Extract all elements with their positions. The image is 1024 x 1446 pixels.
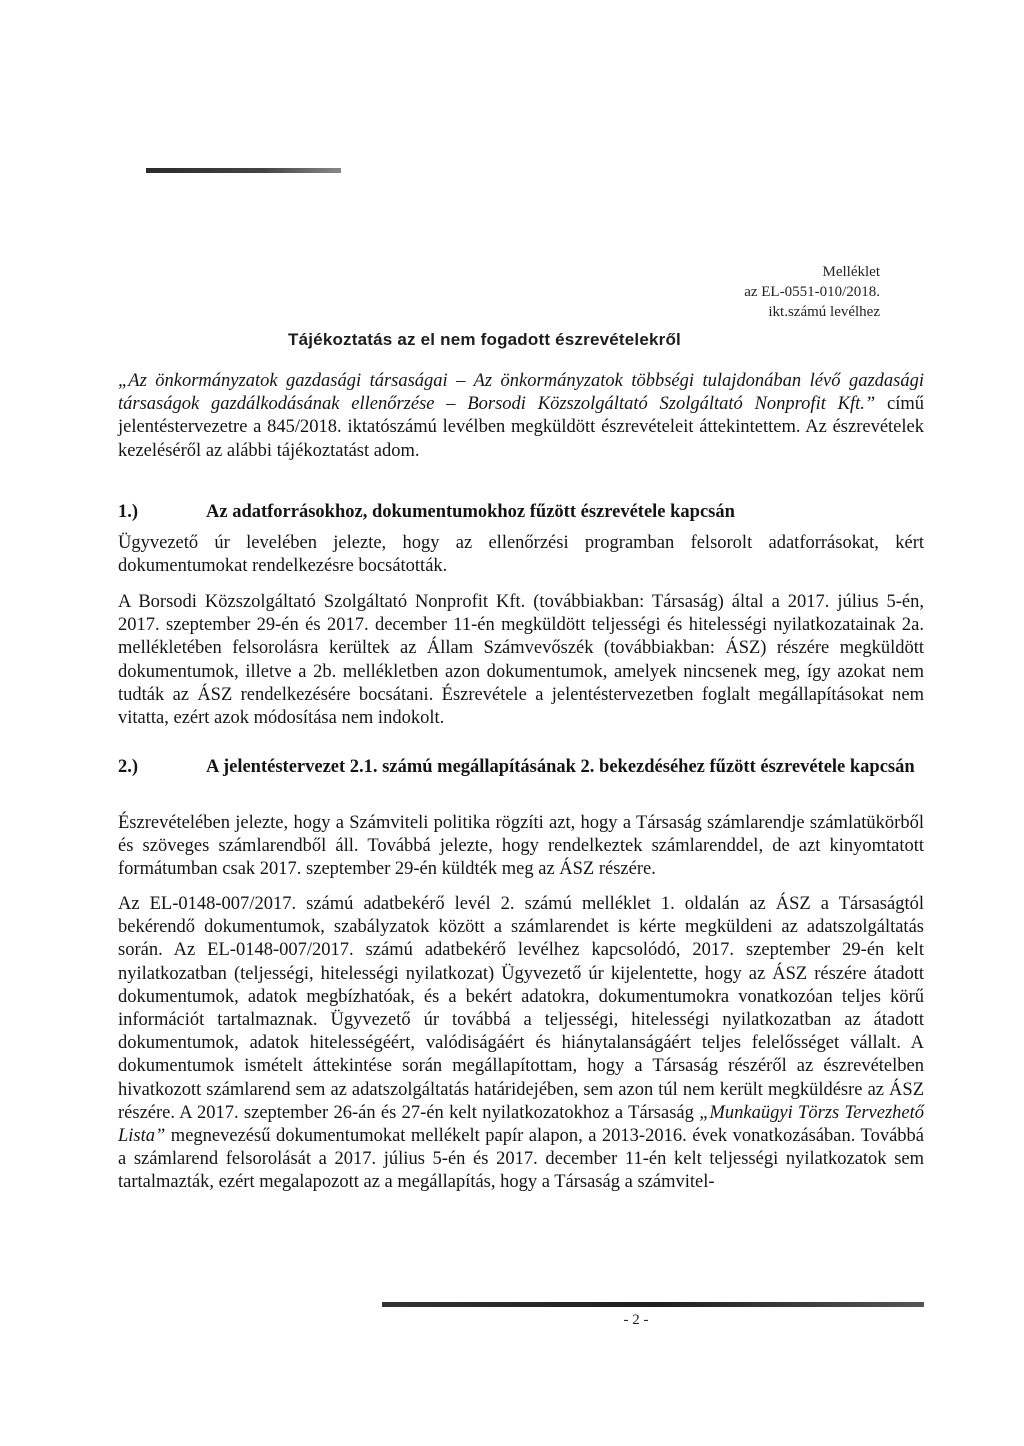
header-rule xyxy=(146,168,341,173)
attachment-line-3: ikt.számú levélhez xyxy=(768,304,880,320)
section-2-paragraph-2-part-2: megnevezésű dokumentumokat mellékelt papír alapon, a 2013-2016. évek vonatkozásában. Továbbá a számlarend felsorolását a 2017. július 5-én és 2017. december 11-én kelt teljességi nyilatkozatok sem tartalmazták, ezért megalapozott az a megállapítás, hogy a Társaság a számvitel- xyxy=(118,1126,924,1193)
page-title: Tájékoztatás az el nem fogadott észrevételekről xyxy=(288,330,681,349)
page-number: - 2 - xyxy=(623,1312,649,1328)
section-2-heading xyxy=(118,755,926,779)
section-2-number: 2.) xyxy=(118,757,139,777)
intro-italic: „Az önkormányzatok gazdasági társaságai – Az önkormányzatok többségi tulajdonában lévő gazdasági társaságok gazdálkodásának ellenőrzése – Borsodi Közszolgáltató Szolgáltató Nonprofit Kft.” xyxy=(118,371,924,415)
intro-rest: című jelentéstervezetre a 845/2018. iktatószámú levélben megküldött észrevételeit áttekintettem. Az észrevételek kezeléséről az alábbi tájékoztatást adom. xyxy=(118,394,924,461)
attachment-line-2: az EL-0551-010/2018. xyxy=(744,284,880,300)
footer-rule xyxy=(382,1302,924,1307)
section-2-paragraph-1: Észrevételében jelezte, hogy a Számviteli politika rögzíti azt, hogy a Társaság számlarendje számlatükörből és szöveges számlarendből áll. Továbbá jelezte, hogy rendelkeztek számlarenddel, de azt kinyomtatott formátumban csak 2017. szeptember 29-én küldték meg az ÁSZ részére. xyxy=(118,813,924,880)
section-1-paragraph-1: Ügyvezető úr levelében jelezte, hogy az ellenőrzési programban felsorolt adatforrásokat, kért dokumentumokat rendelkezésre bocsátották. xyxy=(118,533,924,577)
section-2-paragraph-2 xyxy=(118,893,924,1195)
section-2-title: A jelentéstervezet 2.1. számú megállapításának 2. bekezdéséhez fűzött észrevétele kapcsán xyxy=(206,757,915,777)
section-1-number: 1.) xyxy=(118,502,139,522)
section-1-heading xyxy=(118,500,926,524)
attachment-line-1: Melléklet xyxy=(822,264,880,280)
intro-paragraph xyxy=(118,370,924,463)
attachment-reference xyxy=(744,262,880,322)
section-1-title: Az adatforrásokhoz, dokumentumokhoz fűzött észrevétele kapcsán xyxy=(206,502,735,522)
section-1-paragraph-2: A Borsodi Közszolgáltató Szolgáltató Nonprofit Kft. (továbbiakban: Társaság) által a 2017. július 5-én, 2017. szeptember 29-én és 2017. december 11-én megküldött teljességi és hitelességi nyilatkozatainak 2a. mellékletében felsorolásra kerültek az Állam Számvevőszék (továbbiakban: ÁSZ) részére megküldött dokumentumok, illetve a 2b. mellékletben azon dokumentumok, amelyek nincsenek meg, így azokat nem tudták az ÁSZ rendelkezésére bocsátani. Észrevétele a jelentéstervezetben foglalt megállapításokat nem vitatta, ezért azok módosítása nem indokolt. xyxy=(118,592,924,729)
section-2-italic-title: „Munkaügyi Törzs Tervezhető Lista” xyxy=(118,1102,925,1147)
section-2-paragraph-2-part-1: Az EL-0148-007/2017. számú adatbekérő levél 2. számú melléklet 1. oldalán az ÁSZ a Társaságtól bekérendő dokumentumok, szabályzatok között a számlarendet is kérte megküldeni az adatszolgáltatás során. Az EL-0148-007/2017. számú adatbekérő levélhez kapcsolódó, 2017. szeptember 29-én kelt nyilatkozatban (teljességi, hitelességi nyilatkozat) Ügyvezető úr kijelentette, hogy az ÁSZ részére átadott dokumentumok, adatok megbízhatóak, és a bekért adatokra, dokumentumokra vonatkozóan teljes körű információt tartalmaznak. Ügyvezető úr továbbá a teljességi, hitelességi nyilatkozatban az átadott dokumentumok, adatok hitelességéért, valódiságáért és hiánytalanságáért teljes felelősséget vállalt. A dokumentumok ismételt áttekintése során megállapítottam, hogy a Társaság részéről az észrevételben hivatkozott számlarend sem az adatszolgáltatás határidejében, sem azon túl nem került megküldésre az ÁSZ részére. A 2017. szeptember 26-án és 27-én kelt nyilatkozatokhoz a Társaság xyxy=(118,894,924,1123)
